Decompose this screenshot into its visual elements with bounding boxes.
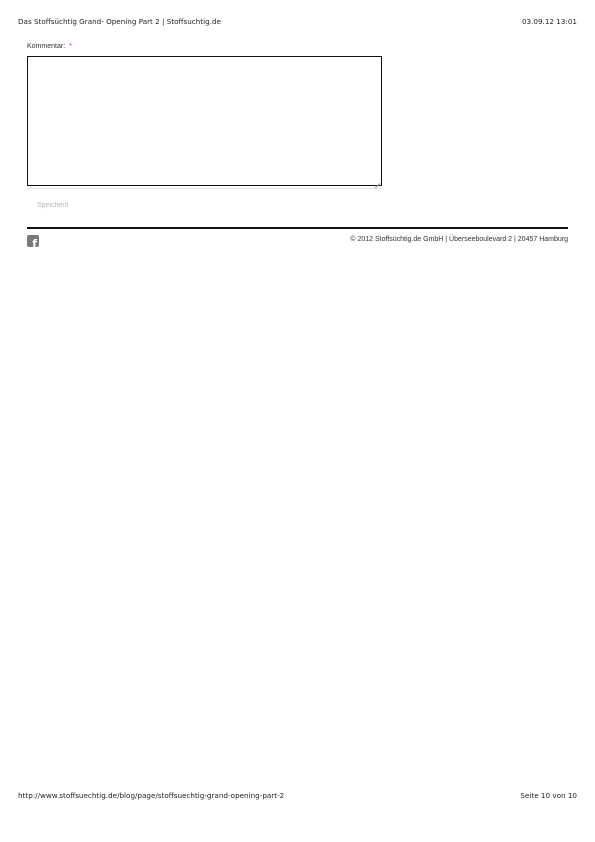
copyright-text: © 2012 Stoffsüchtig.de GmbH | Überseeboulevard 2 | 20457 Hamburg: [350, 236, 568, 243]
comment-label: Kommentar: *: [27, 43, 72, 50]
print-header: [18, 17, 577, 26]
facebook-icon[interactable]: f: [27, 235, 39, 247]
resize-handle-icon[interactable]: [374, 178, 380, 184]
comment-label-text: Kommentar: [27, 43, 64, 50]
print-footer: [18, 791, 577, 800]
footer-divider: [27, 227, 568, 229]
textarea-underline: [27, 188, 382, 189]
print-datetime: 03.09.12 13:01: [521, 17, 577, 26]
save-button[interactable]: Speichern: [37, 202, 69, 209]
print-url: http://www.stoffsuechtig.de/blog/page/stoffsuechtig-grand-opening-part-2: [18, 791, 285, 800]
required-asterisk: *: [69, 43, 72, 50]
print-page-title: Das Stoffsüchtig Grand- Opening Part 2 | Stoffsuchtig.de: [18, 17, 221, 26]
print-page-number: Seite 10 von 10: [520, 791, 577, 800]
comment-textarea[interactable]: [27, 56, 382, 186]
